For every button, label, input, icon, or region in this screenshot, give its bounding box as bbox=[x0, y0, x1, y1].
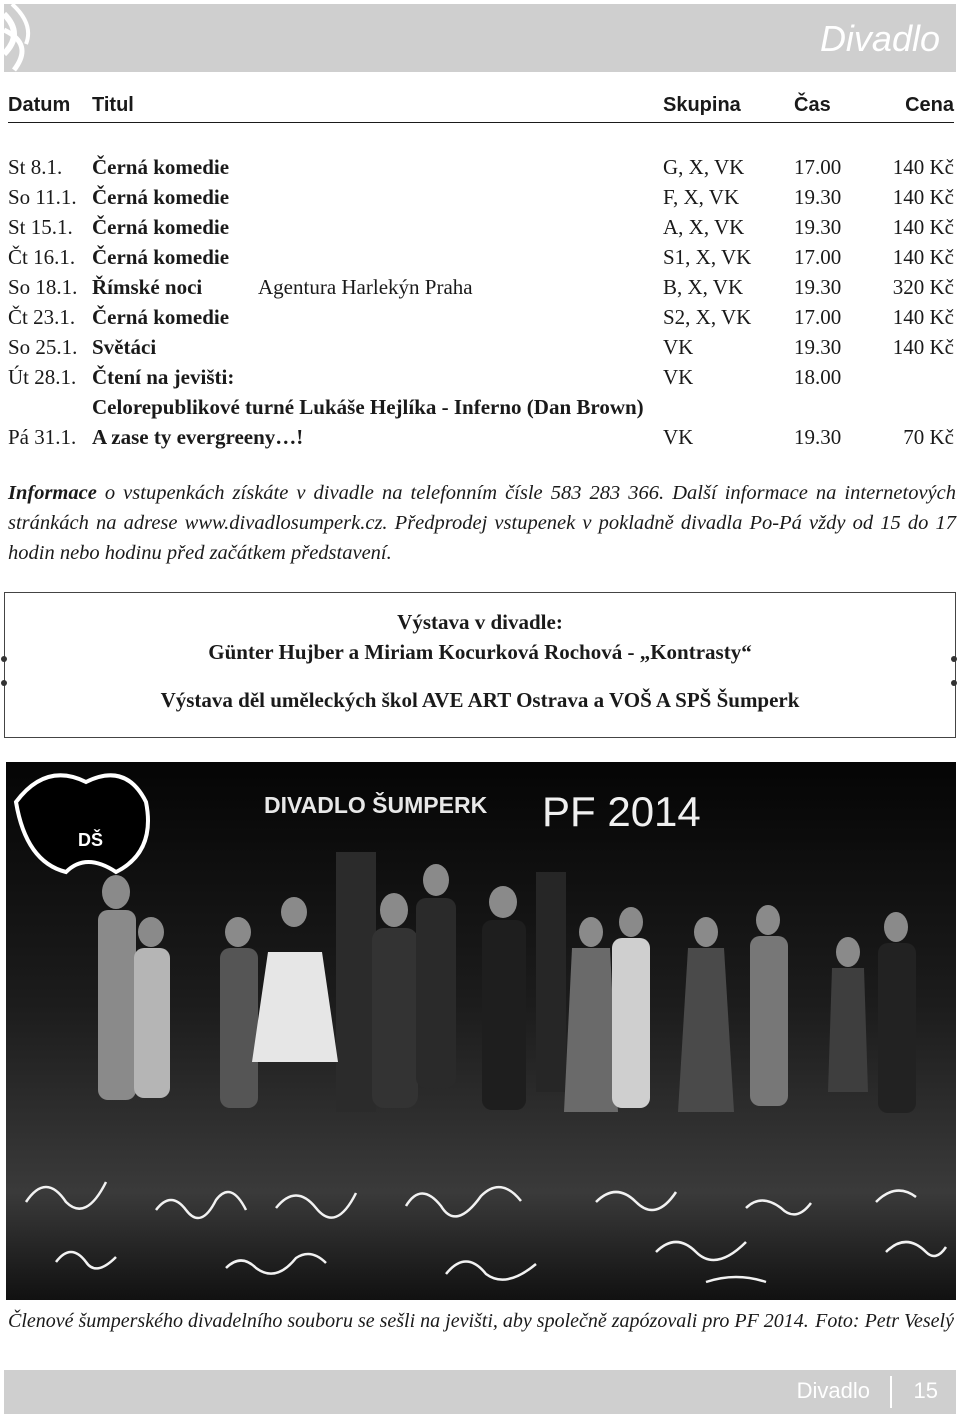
row-group: VK bbox=[663, 425, 694, 449]
row-group: VK bbox=[663, 365, 694, 389]
row-time: 17.00 bbox=[794, 155, 842, 179]
photo-caption bbox=[8, 1310, 958, 1333]
row-date: Čt 16.1. bbox=[8, 245, 76, 269]
footer-band bbox=[4, 1370, 956, 1414]
ensemble-photo bbox=[6, 762, 956, 1300]
row-title: Černá komedie bbox=[92, 245, 230, 269]
row-title: Černá komedie bbox=[92, 155, 230, 179]
info-lead: Informace bbox=[8, 482, 97, 504]
info-text: o vstupenkách získáte v divadle na telefonním čísle 583 283 366. Další informace na internetových stránkách na adrese www.divadlosumperk.cz. Předprodej vstupenek v pokladně divadla Po-Pá vždy od 15 do 17 hodin nebo hodinu před začátkem představení. bbox=[8, 482, 956, 564]
header-time: Čas bbox=[794, 94, 831, 116]
row-time: 19.30 bbox=[794, 335, 842, 359]
footer-section-title: Divadlo bbox=[796, 1378, 870, 1403]
schedule-table bbox=[8, 152, 954, 452]
header-group: Skupina bbox=[663, 94, 741, 116]
table-row bbox=[8, 242, 954, 272]
table-row bbox=[8, 212, 954, 242]
row-time: 19.30 bbox=[794, 275, 842, 299]
row-time: 17.00 bbox=[794, 245, 842, 269]
section-title: Divadlo bbox=[819, 18, 940, 59]
row-group: VK bbox=[663, 335, 694, 359]
row-price: 140 Kč bbox=[892, 335, 954, 359]
table-row bbox=[8, 152, 954, 182]
row-time: 19.30 bbox=[794, 215, 842, 239]
theatre-logo-letters: DŠ bbox=[78, 830, 104, 850]
row-group: G, X, VK bbox=[663, 155, 745, 179]
table-row bbox=[8, 392, 954, 422]
corner-decoration-icon bbox=[4, 4, 64, 72]
row-price: 320 Kč bbox=[892, 275, 954, 299]
photo-scene bbox=[6, 762, 956, 1300]
schedule-table-header bbox=[8, 92, 954, 123]
row-price: 140 Kč bbox=[892, 155, 954, 179]
row-price: 140 Kč bbox=[892, 185, 954, 209]
row-date: Čt 23.1. bbox=[8, 305, 76, 329]
row-date: So 25.1. bbox=[8, 335, 78, 359]
header-title: Titul bbox=[92, 94, 134, 116]
row-title: Černá komedie bbox=[92, 305, 230, 329]
row-group: S1, X, VK bbox=[663, 245, 752, 269]
row-agency: Agentura Harlekýn Praha bbox=[258, 275, 473, 299]
header-band bbox=[4, 4, 956, 72]
table-row bbox=[8, 362, 954, 392]
photo-credit: Foto: Petr Veselý bbox=[815, 1310, 954, 1332]
row-time: 19.30 bbox=[794, 185, 842, 209]
row-title: Celorepublikové turné Lukáše Hejlíka - Inferno (Dan Brown) bbox=[92, 395, 644, 419]
row-price: 70 Kč bbox=[903, 425, 954, 449]
photo-brand: DIVADLO ŠUMPERK bbox=[264, 792, 488, 818]
page-number: 15 bbox=[913, 1378, 938, 1403]
table-row bbox=[8, 182, 954, 212]
header-price: Cena bbox=[905, 94, 954, 116]
bullet-dot-icon bbox=[951, 680, 957, 686]
row-group: S2, X, VK bbox=[663, 305, 752, 329]
header-date: Datum bbox=[8, 94, 71, 116]
caption-text: Členové šumperského divadelního souboru se sešli na jevišti, aby společně zapózovali pro PF 2014. bbox=[8, 1310, 809, 1332]
ticket-info bbox=[8, 478, 956, 568]
row-title: Černá komedie bbox=[92, 185, 230, 209]
row-date: St 15.1. bbox=[8, 215, 73, 239]
row-date: So 18.1. bbox=[8, 275, 78, 299]
row-price: 140 Kč bbox=[892, 245, 954, 269]
table-row bbox=[8, 302, 954, 332]
row-price: 140 Kč bbox=[892, 305, 954, 329]
row-time: 19.30 bbox=[794, 425, 842, 449]
row-date: St 8.1. bbox=[8, 155, 63, 179]
row-time: 18.00 bbox=[794, 365, 842, 389]
footer-divider bbox=[890, 1376, 892, 1408]
row-group: F, X, VK bbox=[663, 185, 740, 209]
row-title: A zase ty evergreeny…! bbox=[92, 425, 304, 449]
row-date: So 11.1. bbox=[8, 185, 77, 209]
row-title: Černá komedie bbox=[92, 215, 230, 239]
exhibition-heading: Výstava v divadle: bbox=[397, 610, 563, 634]
row-date: Pá 31.1. bbox=[8, 425, 77, 449]
row-group: B, X, VK bbox=[663, 275, 744, 299]
row-time: 17.00 bbox=[794, 305, 842, 329]
bullet-dot-icon bbox=[1, 680, 7, 686]
table-row bbox=[8, 422, 954, 452]
table-row bbox=[8, 332, 954, 362]
exhibition-schools: Výstava děl uměleckých škol AVE ART Ostrava a VOŠ A SPŠ Šumperk bbox=[160, 688, 800, 712]
row-title: Římské noci bbox=[92, 275, 203, 299]
row-title: Světáci bbox=[92, 335, 157, 359]
table-row bbox=[8, 272, 954, 302]
photo-greeting: PF 2014 bbox=[542, 788, 701, 835]
row-date: Út 28.1. bbox=[8, 365, 77, 389]
row-group: A, X, VK bbox=[663, 215, 745, 239]
row-title: Čtení na jevišti: bbox=[92, 365, 235, 389]
row-price: 140 Kč bbox=[892, 215, 954, 239]
exhibition-artists: Günter Hujber a Miriam Kocurková Rochová - „Kontrasty“ bbox=[208, 640, 752, 664]
